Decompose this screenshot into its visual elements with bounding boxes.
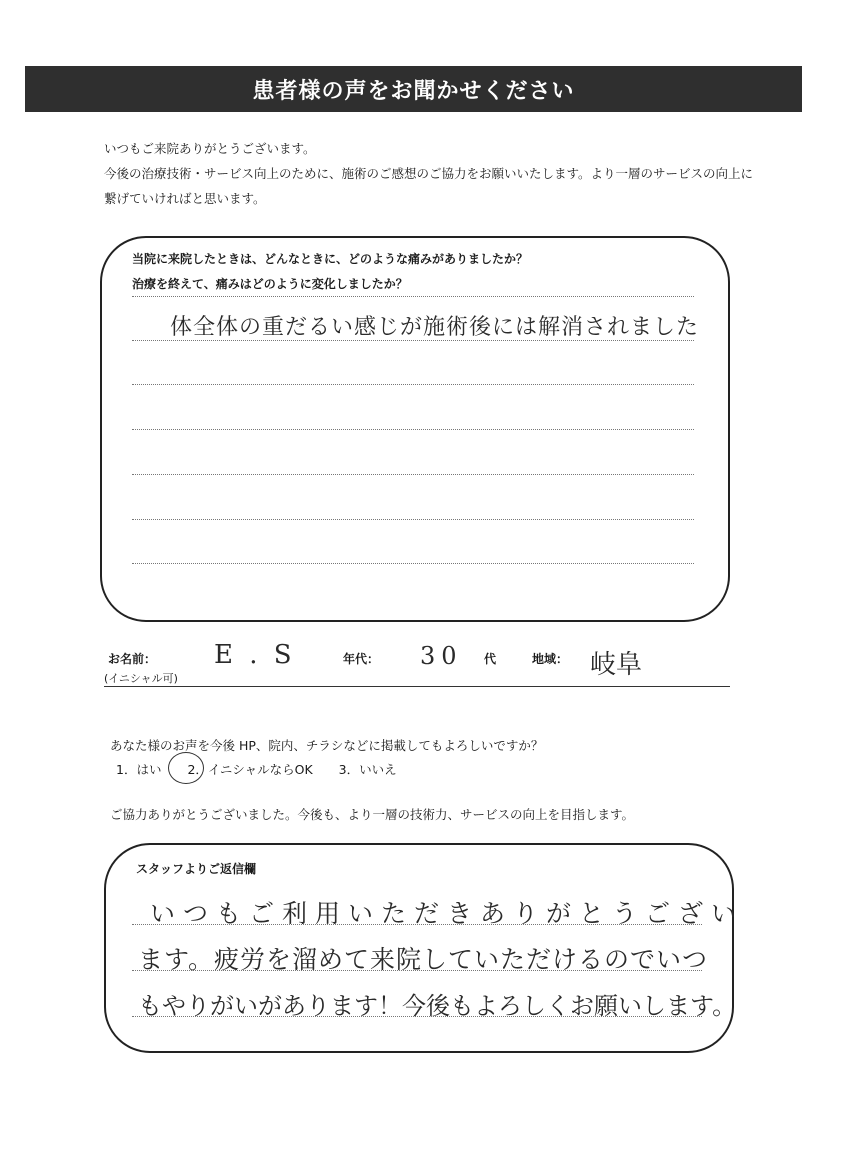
region-label: 地域：: [532, 652, 569, 666]
intro-line-2: 今後の治療技術・サービス向上のために、施術のご感想のご協力をお願いいたします。より一層のサービスの向上に: [104, 166, 754, 181]
page-title: 患者様の声をお聞かせください: [25, 66, 802, 112]
option-yes: 1．はい: [116, 762, 162, 777]
answer-rule: [132, 296, 694, 297]
name-note: (イニシャル可): [104, 672, 178, 685]
question-2: 治療を終えて、痛みはどのように変化しましたか？: [132, 277, 408, 291]
staff-reply-line-2: ます。疲労を溜めて来院していただけるのでいつ: [138, 945, 709, 974]
staff-reply-line-3: もやりがいがあります！今後もよろしくお願いします。: [138, 992, 737, 1020]
option-initials: 2．イニシャルならOK: [187, 762, 313, 777]
intro-text: [104, 136, 754, 211]
age-unit: 代: [484, 652, 497, 666]
intro-line-3: 繋げていければと思います。: [104, 191, 266, 206]
answer-rule: [132, 474, 694, 475]
answer-rule: [132, 519, 694, 520]
answer-rule: [132, 429, 694, 430]
question-1: 当院に来院したときは、どんなときに、どのような痛みがありましたか？: [132, 252, 529, 266]
name-value: E . S: [214, 640, 296, 670]
answer-rule: [132, 384, 694, 385]
intro-line-1: いつもご来院ありがとうございます。: [104, 141, 316, 156]
selected-option-circle: [168, 752, 204, 784]
consent-question: あなた様のお声を今後 HP、院内、チラシなどに掲載してもよろしいですか？: [110, 738, 544, 753]
consent-options: [116, 760, 419, 778]
answer-handwritten: 体全体の重だるい感じが施術後には解消されました: [170, 315, 700, 340]
age-value: 30: [420, 642, 463, 670]
info-divider: [104, 686, 730, 687]
staff-reply-line-1: いつもご利用いただきありがとうござい: [150, 899, 745, 928]
region-value: 岐阜: [590, 650, 643, 680]
age-label: 年代：: [343, 652, 380, 666]
staff-reply-label: スタッフよりご返信欄: [136, 862, 257, 876]
thanks-text: ご協力ありがとうございました。今後も、より一層の技術力、サービスの向上を目指します。: [110, 807, 635, 822]
answer-rule: [132, 563, 694, 564]
option-no: 3．いいえ: [338, 762, 397, 777]
name-label: お名前：: [108, 652, 157, 666]
